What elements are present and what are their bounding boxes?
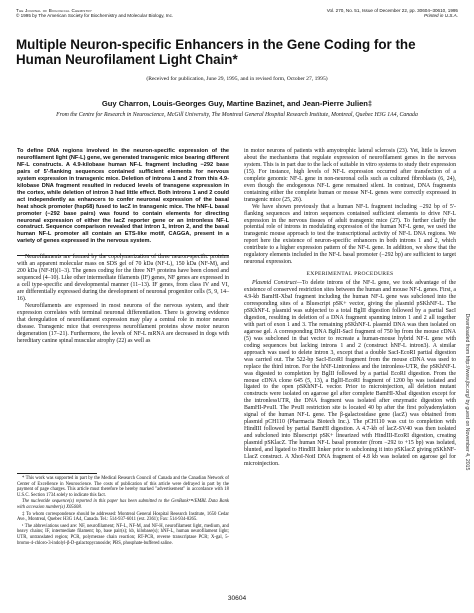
download-note: Downloaded from http://www.jbc.org/ by guest on November 4, 2015 (464, 313, 470, 471)
right-column (244, 148, 456, 468)
page-number: 30604 (227, 595, 247, 602)
intro-paragraph-2: Neurofilaments are expressed in most neurons of the nervous system, and their expression correlates with terminal neuronal differentiation. There is growing evidence that deregulation of neurofilament expression may play a central role in motor neuron disease. Transgenic mice that overexpress neurofilament proteins show motor neuron degeneration (17–21). Furthermore, the levels of NF-L mRNA are decreased in dogs with hereditary canine spinal muscular atrophy (22) as well as (17, 303, 229, 344)
copyright-line: © 1995 by The American Society for Biochemistry and Molecular Biology, Inc. (16, 13, 174, 19)
journal-name: The Journal of Biological Chemistry (16, 8, 93, 13)
header-left (16, 8, 173, 19)
volume-issue: Vol. 270, No. 51, Issue of December 22, pp. 30604–30610, 1995 (326, 8, 458, 13)
download-sidebar (462, 212, 472, 572)
left-column (17, 148, 229, 345)
methods-text: To delete introns of the NF-L gene, we took advantage of the existence of conserved restriction sites between the human and mouse NF-L genes. First, a 4.9-kb BamHI-XbaI fragment including the human NF-L gene was subcloned into the corresponding sites of a Bluescript pSK+ vector, giving the plasmid pSKhNF-L. The pSKhNF-L plasmid was subjected to a total BglII digestion followed by a partial SacI digestion, resulting in deletion of a DNA fragment spanning intron 1 and 2 all together with part of exon 1 and 3. The remaining pSKhNF-L plasmid DNA was then isolated on agarose gel. A corresponding DNA BglII-SacI fragment of 750 bp from the mouse cDNA (5) was subcloned in that vector to recreate a human-mouse hybrid NF-L gene with coding sequences but lacking introns 1 and 2 (construct hNF-L intron3). A similar approach was used to delete intron 3, except that a double SacI-EcoRI partial digestion was carried out. The 522-bp SacI-EcoRI fragment from the mouse cDNA was used to replace the third intron. For the hNF-Lintronless and the intronless-UTR, the pSKhNF-L was digested to completion by BglII followed by a partial EcoRI digestion. From the mouse cDNA clone 645 (5, 13), a BglII-EcoRI fragment of 1200 bp was isolated and ligated to the open pSKhNF-L vector. Prior to microinjection, all deletion mutant constructs were isolated on agarose gel after complete BamHI-XbaI digestion except for the intronlessUTR, the DNA fragment was isolated after enzymatic digestion with BamHI-PvuII. The PvuII restriction site is located 40 bp after the first polyadenylation signal of the human NF-L gene. The β-galactosidase gene (lacZ) was obtained from plasmid pCH110 (Pharmacia Biotech Inc.). The pCH110 was cut to completion with HindIII followed by partial BamHI digestion. A 4.7-kb of lacZ-SV40 was then isolated and subcloned into Bluescript pSK+ linearized with HindIII-EcoRI digestion, creating plasmid pSKlacZ. The human NF-L basal promoter (from −292 to +15 bp) was isolated, blunted, and ligated to HindIII linker prior to subcloning it into pSKlacZ giving pSKhNF-LlacZ construct. A XhoI-NotI DNA fragment of 4.8 kb was isolated on agarose gel for microinjection. (244, 280, 456, 467)
subsection-label: Plasmid Construct— (252, 280, 302, 287)
abstract: To define DNA regions involved in the neuron-specific expression of the neurofilament light (NF-L) gene, we generated transgenic mice bearing different NF-L constructs. A 4.9-kilobase human NF-L fragment including −292 base pairs of 5′-flanking sequences contained sufficient elements for nervous system expression in transgenic mice. Deletion of introns 1 and 2 from this 4.9-kilobase DNA fragment resulted in reduced levels of transgene expression in the cortex, while deletion of intron 3 had little effect. Both introns 1 and 2 could act independently as enhancers to confer neuronal expression of the basal heat shock promoter (hsp68) fused to lacZ in transgenic mice. The hNF-L basal promoter (−292 base pairs) was found to contain elements for directing neuronal expression of either the lacZ reporter gene or an intronless NF-L construct. Sequence comparison revealed that intron 1, intron 2, and the basal human NF-L promoter all contain an ETS-like motif, CAGGA, present in a variety of genes expressed in the nervous system. (17, 148, 229, 245)
author-list: Guy Charron, Louis-Georges Guy, Martine Bazinet, and Jean-Pierre Julien‡ (101, 99, 373, 108)
footnote-genbank: The nucleotide sequence(s) reported in this paper has been submitted to the GenBank™/EMBL Data Bank with accession number(s) X05608. (17, 499, 229, 510)
footnote-abbreviations: ¹ The abbreviations used are: NF, neurofilament; NF-L, NF-M, and NF-H, neurofilament light, medium, and heavy chains; IF, intermediate filament; bp, base pair(s); kb, kilobase(s); hNF-L, human neurofilament light; UTR, untranslated region; PCR, polymerase chain reaction; RT-PCR, reverse transcriptase PCR; X-gal, 5-bromo-4-chloro-3-indolyl-β-D-galactopyranoside; PBS, phosphate-buffered saline. (17, 523, 229, 546)
footnote-correspondence: ‡ To whom correspondence should be addressed: Montreal General Hospital Research Institute, 1650 Cedar Ave., Montreal, Quebec H3G 1A4, Canada. Tel.: 514-937-6011 (ext. 2361); Fax: 514-934-8265. (17, 511, 229, 523)
intro-paragraph-3: in motor neurons of patients with amyotrophic lateral sclerosis (23). Yet, little is known about the mechanisms that regulate expression of neurofilament genes in the nervous system. This is in part due to the lack of suitable in vitro systems to study their expression (15). For instance, high levels of NF-L expression occurred after transfection of a complete genomic NF-L gene in non-neuronal cells such as cultured fibroblasts (6, 24), even though the endogenous NF-L gene remained silent. In contrast, DNA fragments containing either the complete human or mouse NF-L genes were correctly expressed in transgenic mice (25, 26). (244, 148, 456, 203)
section-heading: EXPERIMENTAL PROCEDURES (306, 271, 394, 278)
methods-paragraph (244, 280, 456, 468)
footnote-funding: * This work was supported in part by the Medical Research Council of Canada and the Canadian Network of Center of Excellence in Neuroscience. The costs of publication of this article were defrayed in part by the payment of page charges. This article must therefore be hereby marked "advertisement" in accordance with 18 U.S.C. Section 1734 solely to indicate this fact. (17, 476, 229, 498)
abstract-divider (17, 255, 229, 256)
intro-paragraph-4: We have shown previously that a human NF-L fragment including −292 bp of 5′-flanking sequences and intron sequences contained sufficient elements to drive NF-L expression in the nervous tissues of adult transgenic mice (27). To further clarify the potential role of introns in modulating expression of the human NF-L gene, we used the transgenic mouse approach to test the transcriptional activity of NF-L DNA regions. We report here the existence of neuron-specific enhancers in both introns 1 and 2, which contribute to a higher expression pattern of the NF-L gene. In addition, we show that the regulatory elements included in the NF-L basal promoter (−292 bp) are sufficient to target neuronal expression. (244, 203, 456, 266)
affiliation: From the Centre for Research in Neuroscience, McGill University, The Montreal General Hospital Research Institute, Montreal, Quebec H3G 1A4, Canada (56, 112, 418, 118)
printed-in: Printed in U.S.A. (424, 13, 458, 19)
intro-paragraph-1: Neurofilaments are formed by the copolymerization of three neuron-specific proteins with an apparent molecular mass on SDS gel of 70 kDa (NF-L), 150 kDa (NF-M), and 200 kDa (NF-H)(1–3). The genes coding for the three NF¹ proteins have been cloned and sequenced (4–10). Like other intermediate filaments (IF) genes, NF genes are expressed in a cell type-specific and developmental manner (11–13). IF genes, from class IV and VI, are differentially expressed during the development of neuronal progenitor cells (5, 9, 14–16). (17, 254, 229, 303)
header-right (327, 8, 458, 19)
article-title: Multiple Neuron-specific Enhancers in the Gene Coding for the Human Neurofilament Light Chain* (16, 37, 416, 67)
received-dates: (Received for publication, June 29, 1995, and in revised form, October 27, 1995) (146, 76, 328, 82)
footnote-divider (17, 473, 97, 474)
footnotes (17, 476, 229, 547)
